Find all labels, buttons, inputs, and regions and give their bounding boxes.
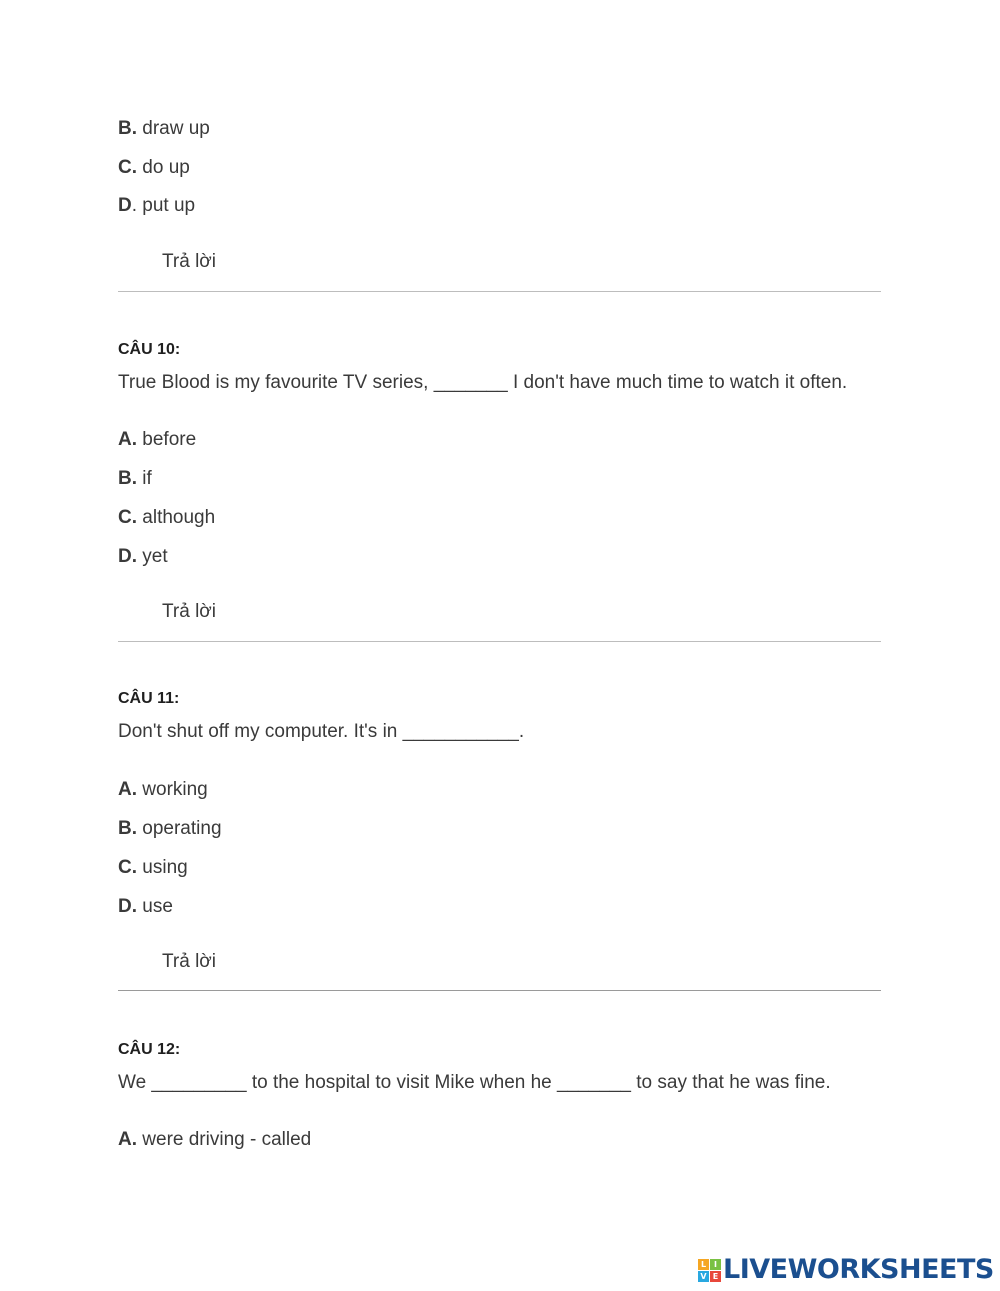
option-letter: B. — [118, 818, 137, 839]
option-letter: D. — [118, 546, 137, 567]
option-text: . put up — [131, 195, 196, 216]
option-d[interactable] — [118, 546, 168, 568]
option-c[interactable] — [118, 157, 190, 179]
logo-block: V — [698, 1271, 709, 1282]
option-text: using — [137, 857, 188, 878]
question-text: True Blood is my favourite TV series, _______ I don't have much time to watch it often. — [118, 372, 848, 393]
option-d[interactable] — [118, 896, 173, 918]
question-text: We _________ to the hospital to visit Mike when he _______ to say that he was fine. — [118, 1072, 831, 1093]
option-text: if — [137, 468, 152, 489]
option-text: draw up — [137, 118, 210, 139]
logo-text: LIVEWORKSHEETS — [723, 1254, 994, 1285]
option-c[interactable] — [118, 857, 188, 879]
divider — [118, 291, 881, 292]
logo-block: E — [710, 1271, 721, 1282]
divider — [118, 990, 881, 991]
option-letter: C. — [118, 857, 137, 878]
option-c[interactable] — [118, 507, 215, 529]
question-text: Don't shut off my computer. It's in ___________. — [118, 721, 525, 742]
option-text: operating — [137, 818, 222, 839]
question-heading: CÂU 11: — [118, 690, 180, 707]
liveworksheets-logo — [698, 1256, 994, 1284]
option-letter: A. — [118, 779, 137, 800]
option-letter: A. — [118, 1129, 137, 1150]
option-text: yet — [137, 546, 168, 567]
answer-link[interactable]: Trả lời — [162, 251, 216, 272]
divider — [118, 641, 881, 642]
option-letter: C. — [118, 157, 137, 178]
option-b[interactable] — [118, 818, 222, 840]
option-letter: B. — [118, 468, 137, 489]
option-letter: C. — [118, 507, 137, 528]
option-a[interactable] — [118, 779, 208, 801]
option-text: before — [137, 429, 197, 450]
answer-link[interactable]: Trả lời — [162, 951, 216, 972]
option-text: were driving - called — [137, 1129, 312, 1150]
option-text: use — [137, 896, 173, 917]
answer-link[interactable]: Trả lời — [162, 601, 216, 622]
option-letter: D — [118, 195, 132, 216]
logo-blocks-icon — [698, 1259, 721, 1282]
option-a[interactable] — [118, 429, 196, 451]
option-text: although — [137, 507, 216, 528]
option-a[interactable] — [118, 1129, 311, 1151]
question-heading: CÂU 10: — [118, 341, 181, 358]
option-b[interactable] — [118, 118, 210, 140]
option-text: working — [137, 779, 208, 800]
option-d[interactable] — [118, 195, 195, 217]
option-b[interactable] — [118, 468, 152, 490]
option-letter: D. — [118, 896, 137, 917]
question-heading: CÂU 12: — [118, 1041, 181, 1058]
option-letter: A. — [118, 429, 137, 450]
option-letter: B. — [118, 118, 137, 139]
option-text: do up — [137, 157, 190, 178]
logo-block: I — [710, 1259, 721, 1270]
logo-block: L — [698, 1259, 709, 1270]
